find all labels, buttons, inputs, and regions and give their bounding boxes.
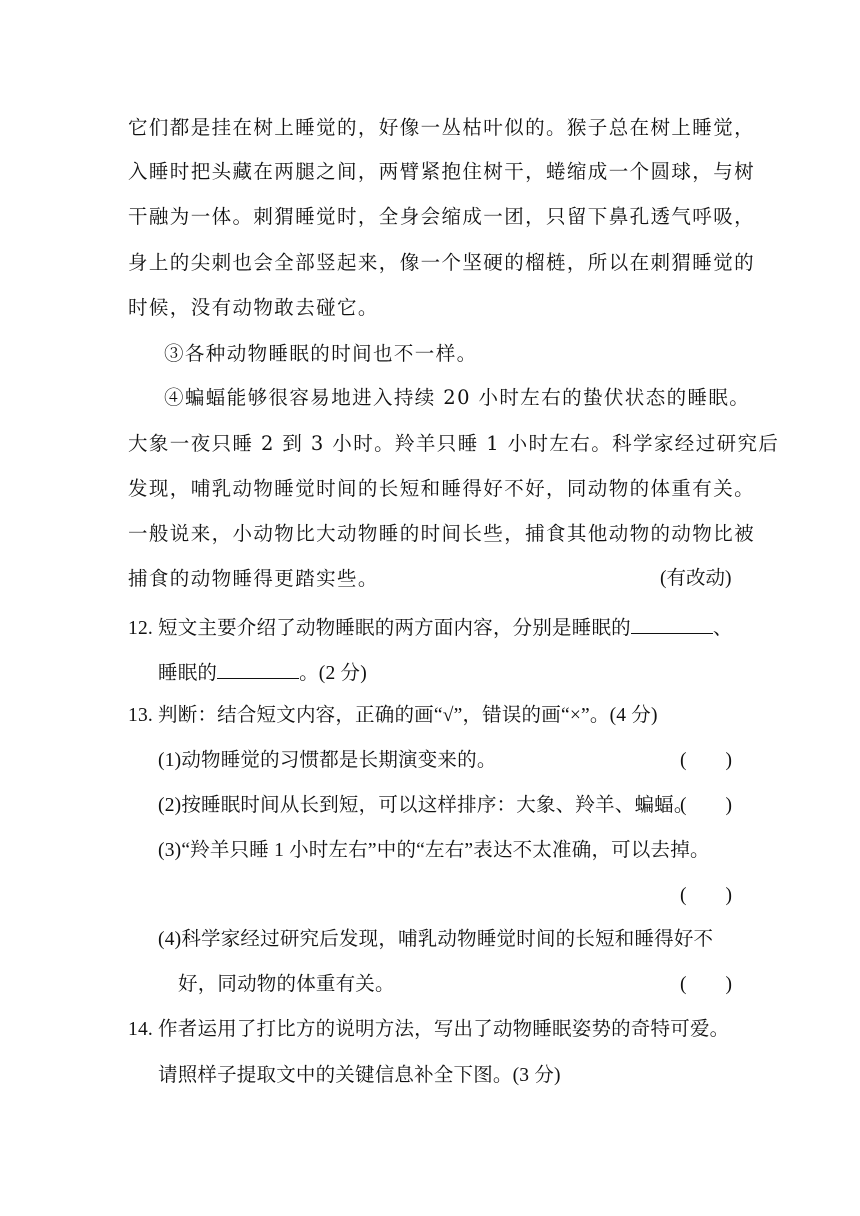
answer-paren-4[interactable]: ( ) — [680, 974, 732, 995]
separator: 、 — [712, 618, 733, 639]
question-12-prefix: 睡眠的 — [158, 663, 218, 684]
paragraph-4: ④蝙蝠能够很容易地进入持续 20 小时左右的蛰伏状态的睡眠。 — [164, 386, 751, 409]
question-14-line2: 请照样子提取文中的关键信息补全下图。(3 分) — [158, 1065, 561, 1086]
question-12-suffix: 。(2 分) — [299, 663, 367, 684]
question-12-text: 12. 短文主要介绍了动物睡眠的两方面内容，分别是睡眠的 — [128, 618, 631, 639]
judgement-item-4: (4)科学家经过研究后发现，哺乳动物睡觉时间的长短和睡得好不 — [158, 929, 714, 950]
passage-line: 身上的尖刺也会全部竖起来，像一个坚硬的榴梿，所以在刺猬睡觉的 — [128, 251, 756, 274]
question-12-line2 — [158, 656, 367, 688]
answer-blank-1[interactable] — [631, 611, 713, 634]
answer-paren-2[interactable]: ( ) — [680, 795, 732, 816]
adaptation-note: (有改动) — [660, 568, 732, 589]
passage-line: 入睡时把头藏在两腿之间，两臂紧抱住树干，蜷缩成一个圆球，与树 — [128, 160, 756, 183]
judgement-item-1: (1)动物睡觉的习惯都是长期演变来的。 — [158, 750, 497, 771]
paragraph-3: ③各种动物睡眠的时间也不一样。 — [164, 342, 478, 365]
passage-line: 大象一夜只睡 2 到 3 小时。羚羊只睡 1 小时左右。科学家经过研究后 — [128, 432, 780, 455]
passage-line: 一般说来，小动物比大动物睡的时间长些，捕食其他动物的动物比被 — [128, 522, 756, 545]
judgement-item-4-cont: 好，同动物的体重有关。 — [178, 974, 395, 995]
judgement-item-2: (2)按睡眠时间从长到短，可以这样排序：大象、羚羊、蝙蝠。 — [158, 795, 694, 816]
passage-line: 干融为一体。刺猬睡觉时，全身会缩成一团，只留下鼻孔透气呼吸， — [128, 205, 756, 228]
question-13-stem: 13. 判断：结合短文内容，正确的画“√”，错误的画“×”。(4 分) — [128, 705, 658, 726]
answer-paren-1[interactable]: ( ) — [680, 750, 732, 771]
question-14-line1: 14. 作者运用了打比方的说明方法，写出了动物睡眠姿势的奇特可爱。 — [128, 1019, 730, 1040]
passage-line: 捕食的动物睡得更踏实些。 — [128, 567, 379, 590]
answer-blank-2[interactable] — [217, 656, 299, 679]
passage-line: 发现，哺乳动物睡觉时间的长短和睡得好不好，同动物的体重有关。 — [128, 477, 756, 500]
passage-line: 时候，没有动物敢去碰它。 — [128, 296, 379, 319]
judgement-item-3: (3)“羚羊只睡 1 小时左右”中的“左右”表达不太准确，可以去掉。 — [158, 840, 710, 861]
question-12 — [128, 611, 733, 643]
answer-paren-3[interactable]: ( ) — [680, 885, 732, 906]
passage-line: 它们都是挂在树上睡觉的，好像一丛枯叶似的。猴子总在树上睡觉， — [128, 116, 756, 139]
